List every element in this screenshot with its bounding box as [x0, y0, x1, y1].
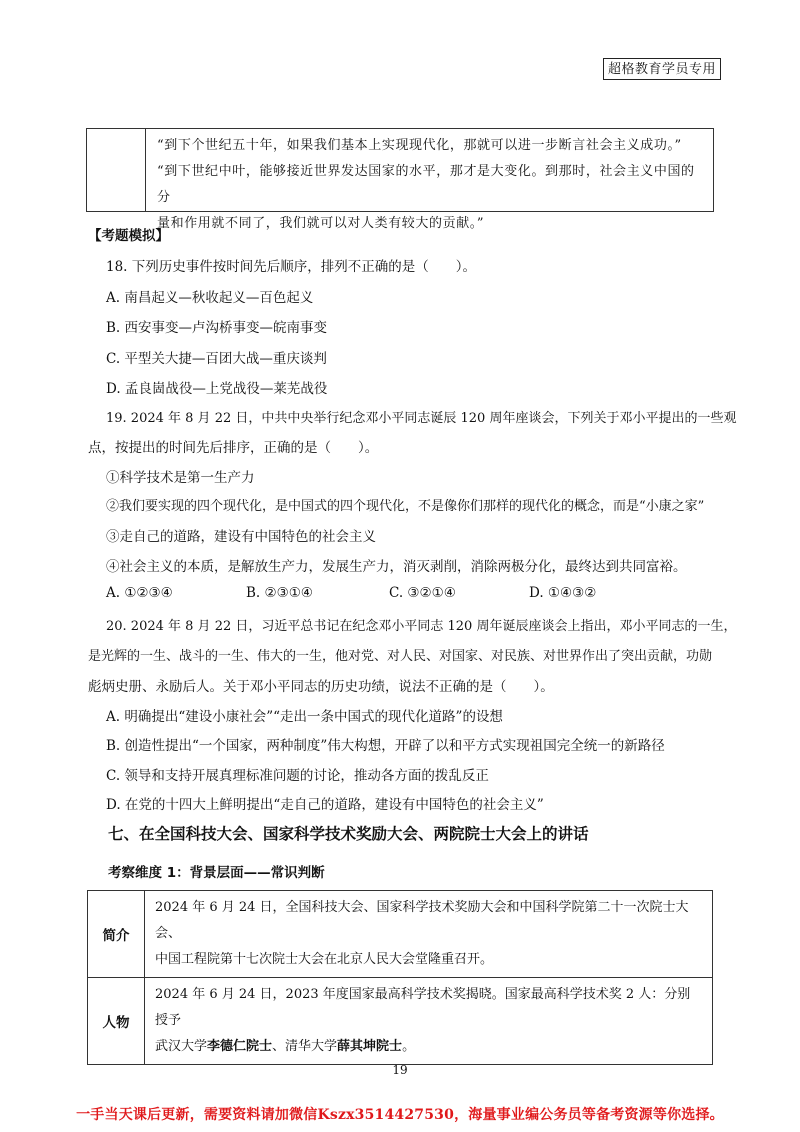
q19-options	[106, 585, 596, 601]
intro-line: 中国工程院第十七次院士大会在北京人民大会堂隆重召开。	[155, 952, 494, 967]
section-mock-heading: 【考题模拟】	[88, 228, 169, 244]
section-7-title: 七、在全国科技大会、国家科学技术奖励大会、两院院士大会上的讲话	[108, 825, 589, 843]
q19-item-1: ①科学技术是第一生产力	[106, 470, 255, 486]
q20-option-c: C. 领导和支持开展真理标准问题的讨论，推动各方面的拨乱反正	[106, 768, 489, 784]
q18-option-b: B. 西安事变—卢沟桥事变—皖南事变	[106, 320, 328, 336]
quote-line: 量和作用就不同了，我们就可以对人类有较大的贡献。”	[157, 216, 485, 231]
q19-option-a: A. ①②③④	[106, 585, 173, 601]
table-row-intro	[88, 891, 713, 978]
page-number: 19	[392, 1063, 408, 1077]
intro-line: 2024 年 6 月 24 日，全国科技大会、国家科学技术奖励大会和中国科学院第二十一次院士大会、	[155, 900, 689, 941]
people-line2	[155, 1034, 702, 1060]
person-li-deren: 李德仁院士	[207, 1039, 273, 1054]
intro-text	[145, 891, 713, 978]
quote-line: “到下世纪中叶，能够接近世界发达国家的水平，那才是大变化。到那时，社会主义中国的分	[157, 164, 695, 205]
table-row-people	[88, 978, 713, 1065]
footer-ad-text: 一手当天课后更新，需要资料请加微信Kszx3514427530，海量事业编公务员等备考资源等你选择。	[76, 1107, 724, 1123]
brand-label: 超格教育学员专用	[603, 58, 721, 80]
q18-option-c: C. 平型关大捷—百团大战—重庆谈判	[106, 351, 327, 367]
q20-stem-line2: 是光辉的一生、战斗的一生、伟大的一生，他对党、对人民、对国家、对民族、对世界作出了突出贡献，功勋	[88, 649, 713, 664]
q19-stem-line2: 点，按提出的时间先后排序，正确的是（ ）。	[88, 440, 379, 456]
q18-option-d: D. 孟良崮战役—上党战役—莱芜战役	[106, 381, 328, 397]
q19-stem-line1: 19. 2024 年 8 月 22 日，中共中央举行纪念邓小平同志诞辰 120 周年座谈会，下列关于邓小平提出的一些观	[106, 411, 737, 426]
q19-item-4: ④社会主义的本质，是解放生产力，发展生产力，消灭剥削，消除两极分化，最终达到共同富裕。	[106, 559, 687, 575]
q20-stem-line1: 20. 2024 年 8 月 22 日，习近平总书记在纪念邓小平同志 120 周年诞辰座谈会上指出，邓小平同志的一生，	[106, 619, 737, 634]
people-end: 。	[402, 1039, 416, 1054]
q19-item-2: ②我们要实现的四个现代化，是中国式的四个现代化，不是像你们那样的现代化的概念，而是“小康之家”	[106, 499, 705, 514]
people-text	[145, 978, 713, 1065]
quote-content	[157, 133, 701, 237]
quote-box-left-cell	[87, 129, 146, 211]
q20-option-a: A. 明确提出“建设小康社会”“走出一条中国式的现代化道路”的设想	[106, 709, 503, 725]
section-7-subtitle: 考察维度 1：背景层面——常识判断	[108, 865, 325, 881]
intro-label: 简介	[88, 891, 145, 978]
quote-box	[86, 128, 714, 231]
people-label: 人物	[88, 978, 145, 1065]
q19-option-c: C. ③②①④	[389, 585, 456, 601]
info-table	[87, 890, 713, 1065]
q20-option-d: D. 在党的十四大上鲜明提出“走自己的道路，建设有中国特色的社会主义”	[106, 797, 544, 813]
people-line1: 2024 年 6 月 24 日，2023 年度国家最高科学技术奖揭晓。国家最高科学技术奖 2 人：分别授予	[155, 987, 691, 1028]
q19-option-b: B. ②③①④	[246, 585, 313, 601]
q18-stem: 18. 下列历史事件按时间先后顺序，排列不正确的是（ ）。	[106, 259, 477, 275]
people-prefix: 武汉大学	[155, 1039, 208, 1054]
quote-line: “到下个世纪五十年，如果我们基本上实现现代化，那就可以进一步断言社会主义成功。”	[157, 138, 682, 153]
q20-stem-line3: 彪炳史册、永励后人。关于邓小平同志的历史功绩，说法不正确的是（ ）。	[88, 679, 554, 695]
person-xue-qikun: 薛其坤院士	[337, 1039, 403, 1054]
q19-option-d: D. ①④③②	[529, 585, 597, 601]
people-separator: 、清华大学	[272, 1039, 338, 1054]
q20-option-b: B. 创造性提出“一个国家，两种制度”伟大构想，开辟了以和平方式实现祖国完全统一的新路径	[106, 738, 665, 754]
q18-option-a: A. 南昌起义—秋收起义—百色起义	[106, 290, 314, 306]
q19-item-3: ③走自己的道路，建设有中国特色的社会主义	[106, 529, 376, 545]
